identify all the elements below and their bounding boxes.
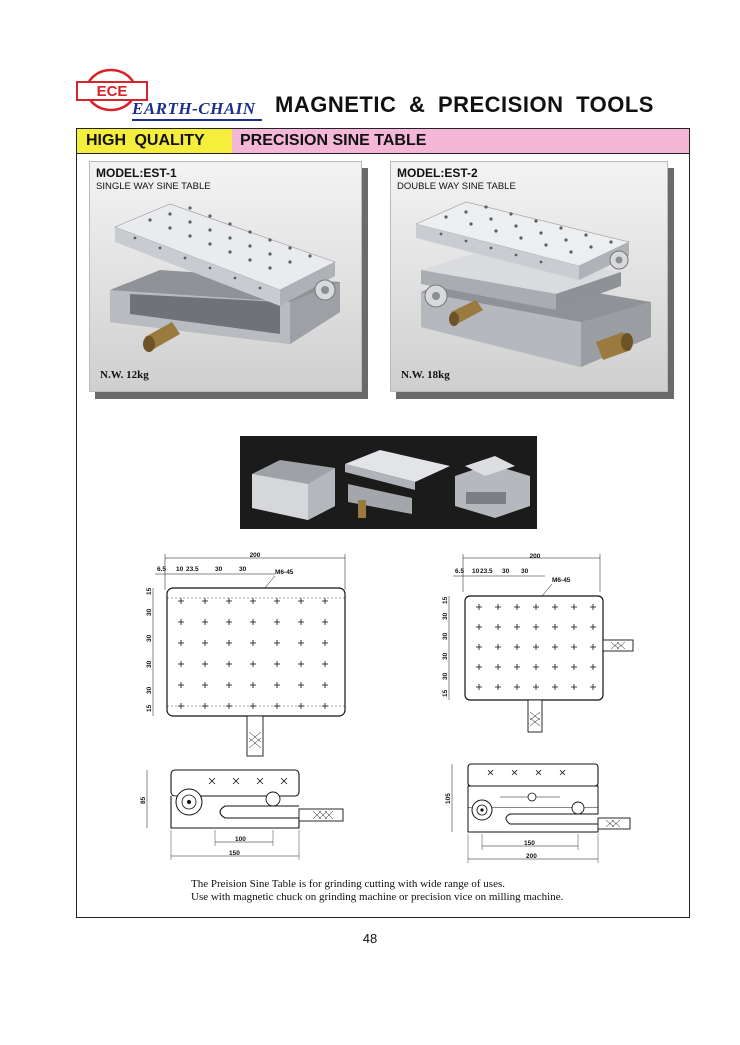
est1-top-view-drawing — [135, 550, 360, 760]
dim-label: 30 — [502, 568, 510, 575]
dim-label: 30 — [146, 608, 153, 616]
band-quality-label: HIGH QUALITY — [86, 132, 205, 149]
product-weight: N.W. 18kg — [401, 369, 450, 381]
sine-table-double-illustration — [391, 162, 667, 391]
product-model: MODEL:EST-1 — [96, 166, 177, 180]
description-line: The Preision Sine Table is for grinding cutting with wide range of uses. — [191, 878, 505, 890]
dim-label: 6.5 — [157, 566, 167, 573]
dim-label: 30 — [146, 634, 153, 642]
est2-top-view-drawing — [435, 552, 640, 737]
dim-height: 85 — [140, 796, 147, 804]
product-weight: N.W. 12kg — [100, 369, 149, 381]
dim-label: 15 — [442, 596, 449, 604]
logo-underline — [132, 119, 262, 121]
est1-side-view-drawing — [135, 762, 350, 862]
dim-label: 10 — [472, 568, 480, 575]
product-description: DOUBLE WAY SINE TABLE — [397, 181, 516, 192]
product-card-est2 — [390, 161, 668, 392]
product-description-text — [191, 878, 563, 904]
dim-overall: 150 — [229, 850, 240, 857]
est2-side-view-drawing — [440, 760, 640, 865]
page-number: 48 — [362, 931, 378, 946]
logo-name: EARTH-CHAIN — [132, 99, 256, 118]
dim-label: 30 — [521, 568, 529, 575]
dim-overall: 200 — [526, 853, 537, 860]
dim-label: 30 — [442, 652, 449, 660]
product-card-est1 — [89, 161, 362, 392]
dim-label: 30 — [442, 672, 449, 680]
dim-label: 30 — [215, 566, 223, 573]
dim-label: 15 — [146, 587, 153, 595]
dim-label: 30 — [442, 632, 449, 640]
product-description: SINGLE WAY SINE TABLE — [96, 181, 211, 192]
dim-overall: 200 — [249, 552, 261, 559]
thread-label: M6-45 — [275, 569, 294, 576]
page-title: MAGNETIC & PRECISION TOOLS — [275, 92, 654, 117]
dim-label: 23.5 — [186, 566, 199, 573]
dim-label: 30 — [239, 566, 247, 573]
dim-inner: 100 — [235, 836, 246, 843]
thread-label: M6-45 — [552, 577, 571, 584]
dim-label: 6.5 — [455, 568, 465, 575]
dim-overall: 200 — [529, 553, 541, 560]
dim-label: 30 — [442, 612, 449, 620]
sine-table-single-illustration — [90, 162, 361, 391]
logo-mark-text: ECE — [96, 83, 128, 100]
description-line: Use with magnetic chuck on grinding machine or precision vice on milling machine. — [191, 891, 564, 903]
dim-height: 105 — [445, 793, 452, 804]
band-divider — [77, 153, 689, 154]
product-group-photo — [240, 436, 537, 529]
band-product-label: PRECISION SINE TABLE — [240, 132, 427, 149]
dim-label: 15 — [442, 689, 449, 697]
dim-label: 23.5 — [480, 568, 493, 575]
dim-label: 30 — [146, 686, 153, 694]
dim-inner: 150 — [524, 840, 535, 847]
dim-label: 30 — [146, 660, 153, 668]
dim-label: 10 — [176, 566, 184, 573]
product-model: MODEL:EST-2 — [397, 166, 478, 180]
dim-label: 15 — [146, 704, 153, 712]
